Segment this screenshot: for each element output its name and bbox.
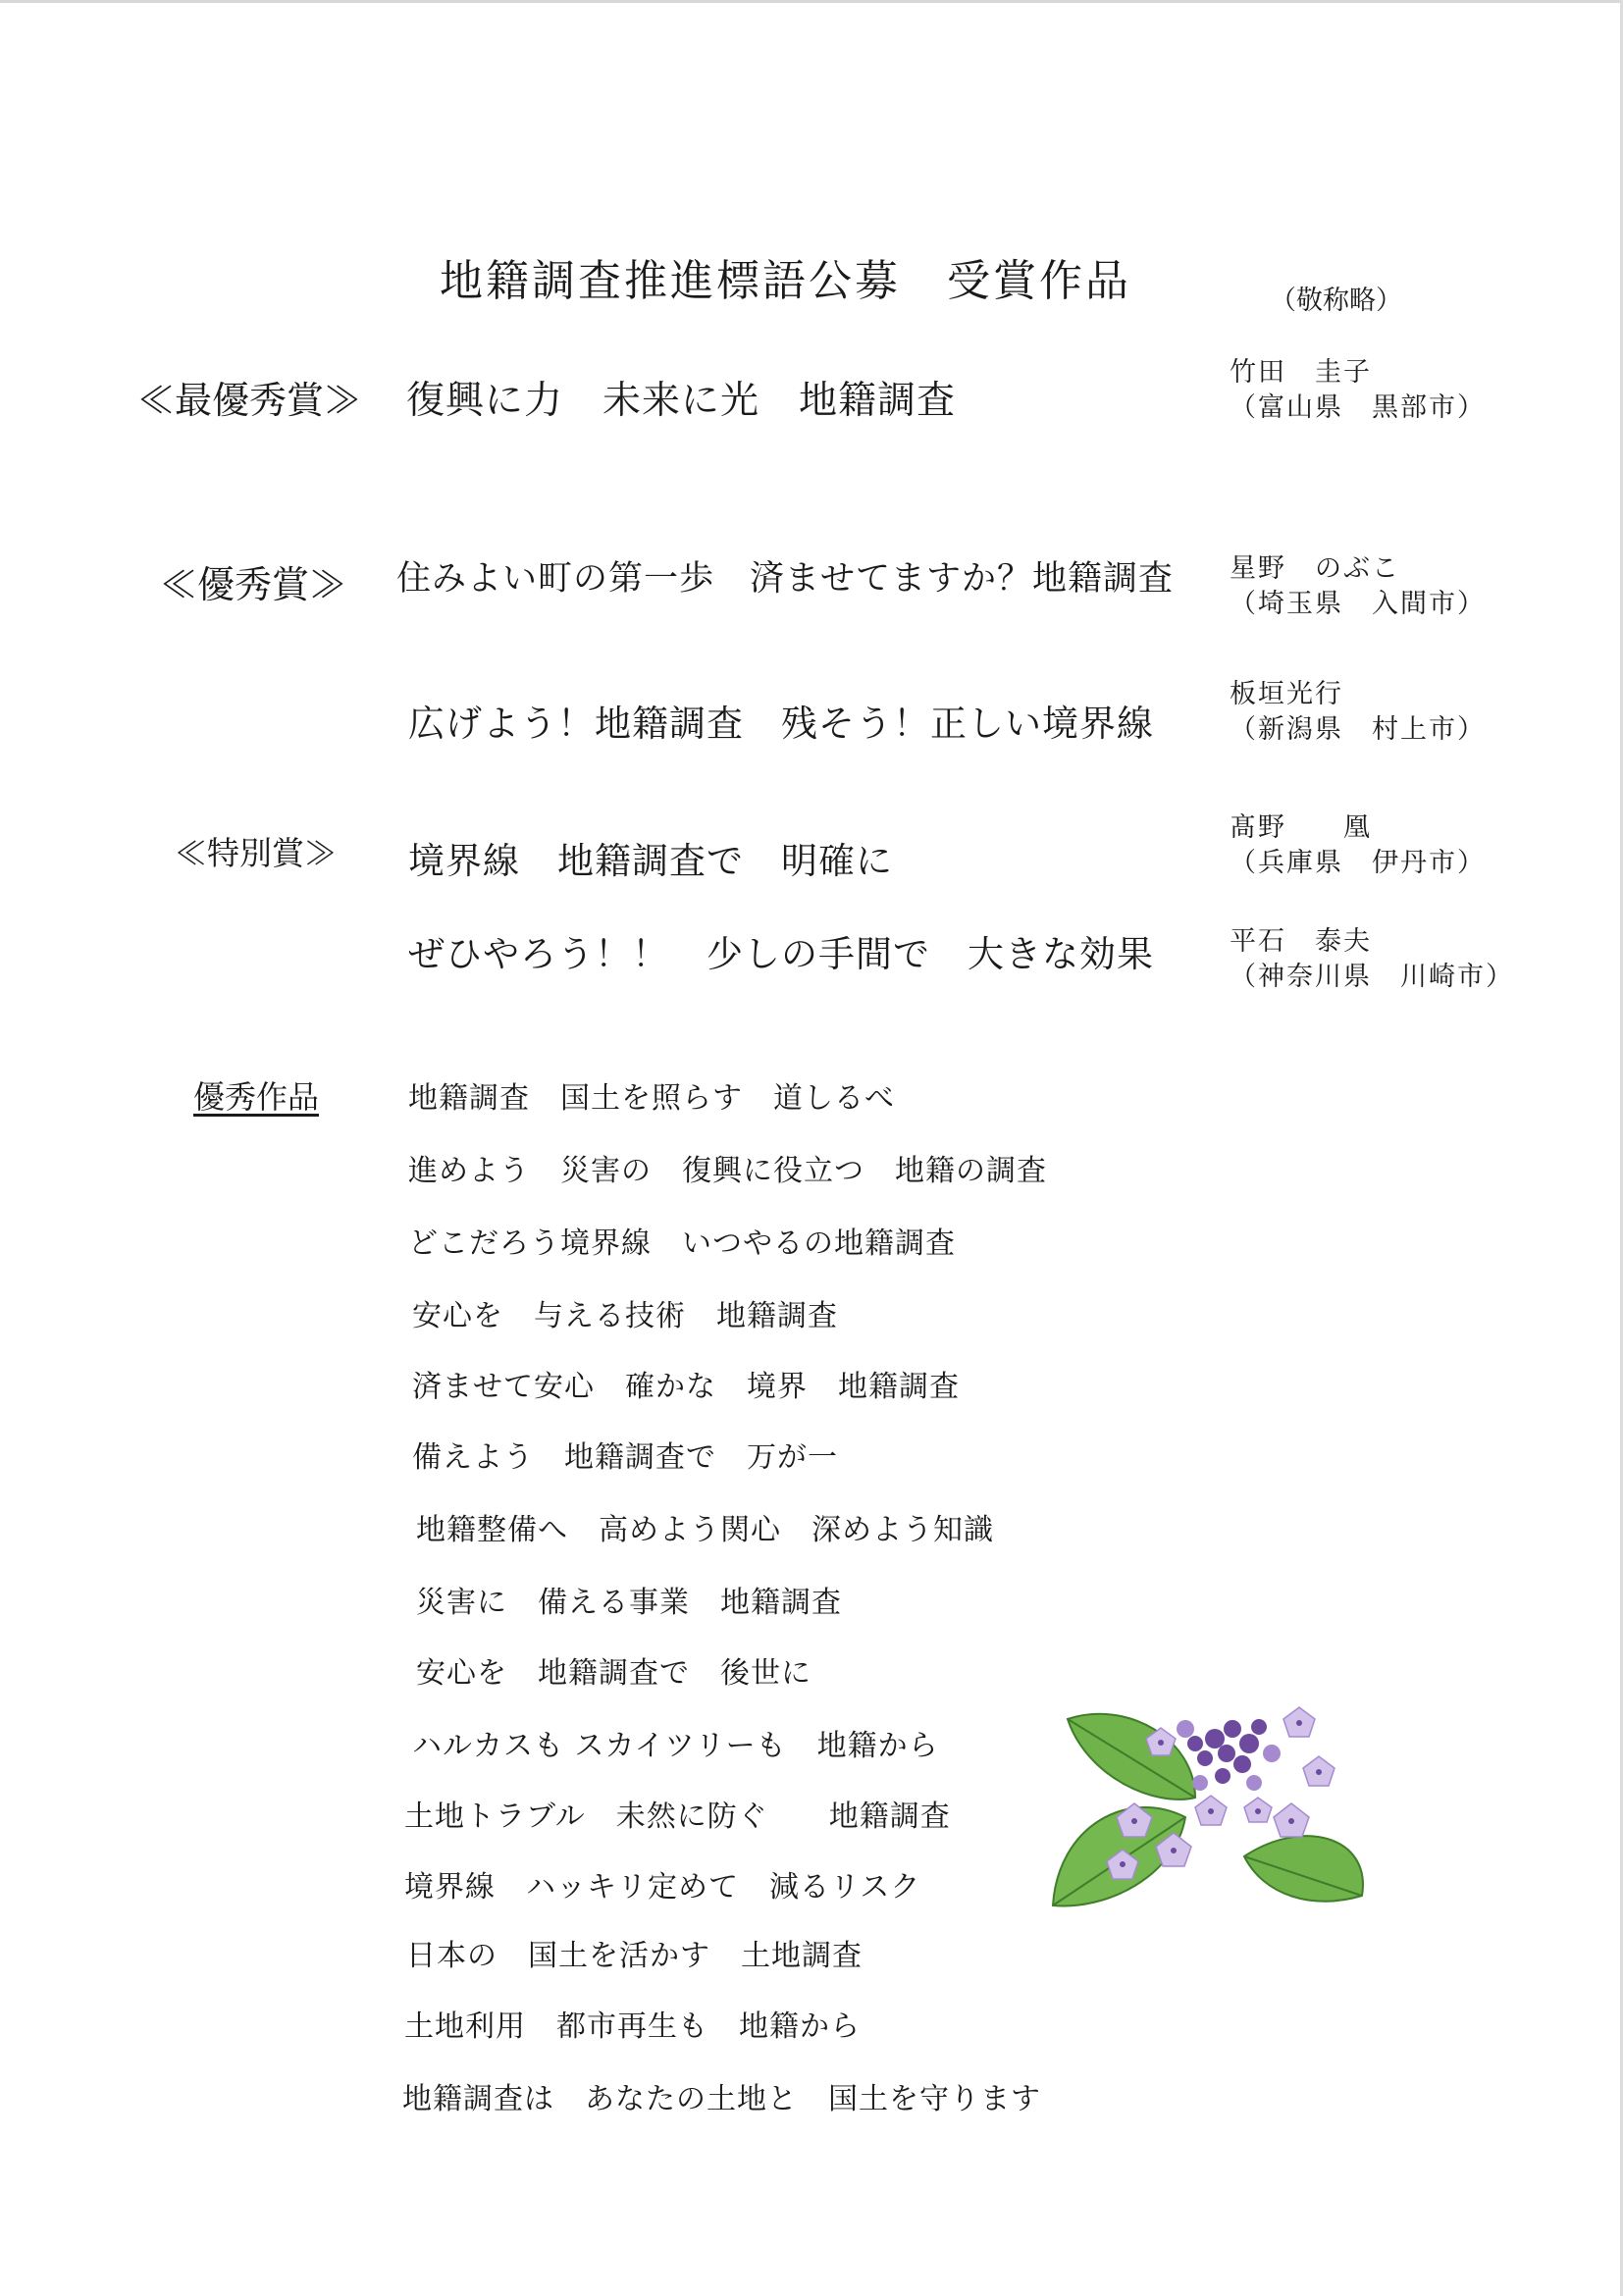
winner-name: 平石 泰夫 [1230, 926, 1372, 957]
special-label: ≪特別賞≫ [175, 834, 337, 872]
grand-prize-label: ≪最優秀賞≫ [137, 379, 362, 422]
winner-name: 竹田 圭子 [1230, 357, 1372, 388]
list-item: 土地トラブル 未然に防ぐ 地籍調査 [404, 1800, 951, 1834]
honorific-note: （敬称略） [1270, 286, 1402, 316]
excellence-winner-1 [1230, 551, 1486, 622]
list-item: 地籍整備へ 高めよう関心 深めよう知識 [416, 1513, 994, 1547]
winner-location: （神奈川県 川崎市） [1230, 962, 1514, 992]
list-item: どこだろう境界線 いつやるの地籍調査 [408, 1226, 956, 1261]
winner-location: （新潟県 村上市） [1230, 714, 1486, 745]
excellence-slogan-1: 住みよい町の第一歩 済ませてますか？地籍調査 [396, 559, 1175, 599]
special-winner-2 [1230, 924, 1514, 995]
list-item: 地籍調査 国土を照らす 道しるべ [408, 1081, 895, 1116]
winner-location: （兵庫県 伊丹市） [1230, 848, 1486, 878]
list-item: 安心を 与える技術 地籍調査 [412, 1299, 838, 1333]
winner-location: （埼玉県 入間市） [1230, 589, 1486, 619]
special-slogan-2: ぜひやろう！！ 少しの手間で 大きな効果 [408, 933, 1154, 975]
grand-prize-winner [1230, 355, 1486, 426]
winner-name: 星野 のぶこ [1230, 553, 1400, 584]
list-item: 進めよう 災害の 復興に役立つ 地籍の調査 [408, 1154, 1047, 1188]
list-item: 災害に 備える事業 地籍調査 [416, 1586, 842, 1620]
list-item: 安心を 地籍調査で 後世に [416, 1656, 812, 1691]
scan-edge-top [0, 0, 1623, 3]
winner-name: 髙野 凰 [1230, 812, 1372, 843]
list-item: 備えよう 地籍調査で 万が一 [412, 1440, 838, 1475]
list-item: 境界線 ハッキリ定めて 減るリスク [404, 1870, 921, 1905]
special-winner-1 [1230, 810, 1486, 881]
list-item: ハルカスも スカイツリーも 地籍から [412, 1729, 939, 1763]
list-item: 日本の 国土を活かす 土地調査 [406, 1939, 863, 1973]
special-slogan-1: 境界線 地籍調査で 明確に [408, 840, 893, 882]
winner-location: （富山県 黒部市） [1230, 392, 1486, 423]
excellence-slogan-2: 広げよう！地籍調査 残そう！正しい境界線 [408, 703, 1154, 745]
list-item: 済ませて安心 確かな 境界 地籍調査 [412, 1370, 960, 1404]
hydrangea-illustration [1048, 1699, 1382, 1915]
list-item: 地籍調査は あなたの土地と 国土を守ります [402, 2082, 1041, 2116]
excellence-label: ≪優秀賞≫ [160, 563, 347, 606]
grand-prize-slogan: 復興に力 未来に光 地籍調査 [406, 379, 957, 423]
winner-name: 板垣光行 [1230, 679, 1343, 709]
list-item: 土地利用 都市再生も 地籍から [404, 2009, 861, 2044]
excellence-winner-2 [1230, 677, 1486, 748]
excellent-works-heading: 優秀作品 [193, 1078, 320, 1116]
document-title: 地籍調査推進標語公募 受賞作品 [440, 256, 1131, 306]
